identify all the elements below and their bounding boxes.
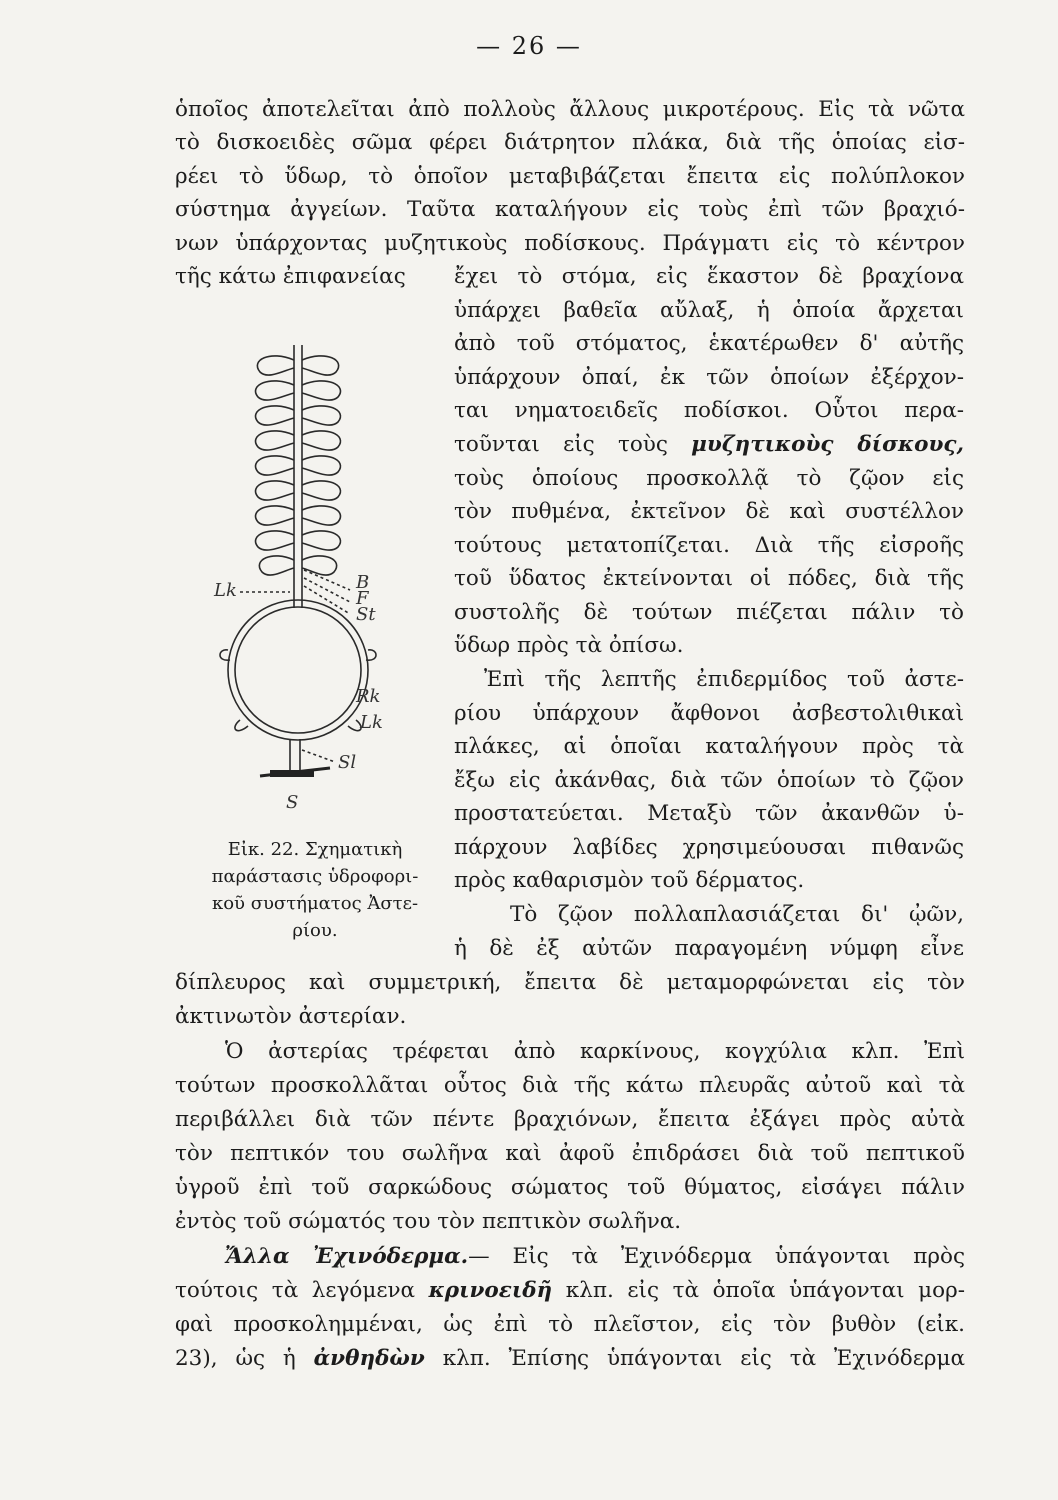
text-line: προστατεύεται. Μεταξὺ τῶν ἀκανθῶν ὑ- [454,801,964,826]
text-line: πλάκες, αἱ ὁποῖαι καταλήγουν πρὸς τὰ [454,734,964,759]
text-line: ὑγροῦ ἐπὶ τοῦ σαρκώδους σώματος τοῦ θύματος, εἰσάγει πάλιν [175,1175,965,1200]
caption-line: Εἰκ. 22. Σχηματικὴ [227,839,403,860]
text-fragment: τούτοις τὰ λεγόμενα [175,1278,416,1303]
caption-line: κοῦ συστήματος Ἀστε- [211,893,419,914]
label-sl: Sl [338,752,357,773]
label-f: F [356,588,369,609]
text-line-right: ἔχει τὸ στόμα, εἰς ἕκαστον δὲ βραχίονα [454,264,964,289]
text-line: τοὺς ὁποίους προσκολλᾷ τὸ ζῷον εἰς [454,466,964,491]
text-line: ἀκτινωτὸν ἀστερίαν. [175,1004,407,1029]
text-fragment: κλπ. εἰς τὰ ὁποῖα ὑπάγονται μορ- [565,1278,966,1303]
figure-caption [190,836,440,944]
label-b: B [356,572,370,593]
label-rk: Rk [356,686,381,707]
text-fragment: τοῦνται εἰς τοὺς [454,432,668,457]
text-line [454,430,964,460]
text-line: Ὁ ἀστερίας τρέφεται ἀπὸ καρκίνους, κογχύλια κλπ. Ἐπὶ [225,1039,965,1064]
text-line: ὑπάρχουν ὀπαί, ἐκ τῶν ὁποίων ἐξέρχον- [454,365,964,390]
text-line: νων ὑπάρχοντας μυζητικοὺς ποδίσκους. Πράγματι εἰς τὸ κέντρον [175,231,965,256]
text-line: τούτους μετατοπίζεται. Διὰ τῆς εἰσροῆς [454,533,964,558]
text-line: φαὶ προσκολημμέναι, ὡς ἐπὶ τὸ πλεῖστον, εἰς τὸν βυθὸν (εἰκ. [175,1312,965,1337]
text-line: περιβάλλει διὰ τῶν πέντε βραχιόνων, ἔπειτα ἐξάγει πρὸς αὐτὰ [175,1107,965,1132]
text-line: τὸν πεπτικόν του σωλῆνα καὶ ἀφοῦ ἐπιδράσει διὰ τοῦ πεπτικοῦ [175,1141,965,1166]
label-s: S [286,792,299,813]
label-lk-upper: Lk [214,580,237,601]
text-line: Τὸ ζῷον πολλαπλασιάζεται δι' ᾠῶν, [510,902,964,927]
text-line: ἡ δὲ ἐξ αὐτῶν παραγομένη νύμφη εἶνε [454,936,964,961]
text-line: ἀπὸ τοῦ στόματος, ἑκατέρωθεν δ' αὐτῆς [454,331,964,356]
section-heading: Ἄλλα Ἐχινόδερμα. [225,1244,469,1269]
label-lk-lower: Lk [360,712,383,733]
text-line: τὸν πυθμένα, ἐκτεῖνον δὲ καὶ συστέλλον [454,499,964,524]
text-line: ρίου ὑπάρχουν ἄφθονοι ἀσβεστολιθικαὶ [454,701,964,726]
radial-canal-arm [220,345,376,770]
text-line: ἔξω εἰς ἀκάνθας, διὰ τῶν ὁποίων τὸ ζῷον [454,768,964,793]
caption-line: παράστασις ὑδροφορι- [211,866,419,887]
text-line: πάρχουν λαβίδες χρησιμεύουσαι πιθανῶς [454,835,964,860]
text-fragment: — Εἰς τὰ Ἐχινόδερμα ὑπάγονται πρὸς [468,1244,965,1269]
text-line: τοῦ ὕδατος ἐκτείνονται οἱ πόδες, διὰ τῆς [454,566,964,591]
text-line: ὑπάρχει βαθεῖα αὔλαξ, ἡ ὁποία ἄρχεται [454,298,964,323]
text-line: ὁποῖος ἀποτελεῖται ἀπὸ πολλοὺς ἄλλους μικροτέρους. Εἰς τὰ νῶτα [175,97,965,122]
text-line [175,1276,965,1306]
page-number: — 26 — [476,32,582,60]
text-line-left: τῆς κάτω ἐπιφανείας [175,264,406,289]
text-fragment: κλπ. Ἐπίσης ὑπάγονται εἰς τὰ Ἐχινόδερμα [442,1346,965,1371]
tube-feet [256,356,341,575]
text-line: ἐντὸς τοῦ σώματός του τὸν πεπτικὸν σωλῆνα. [175,1209,682,1234]
emphasis-term: κρινοειδῆ [428,1278,553,1303]
water-vascular-system-figure [200,330,430,820]
section-heading-line [225,1242,965,1272]
text-line: συστολῆς δὲ τούτων πιέζεται πάλιν τὸ [454,600,964,625]
madreporite [260,768,330,777]
text-line: δίπλευρος καὶ συμμετρική, ἔπειτα δὲ μεταμορφώνεται εἰς τὸν [175,970,965,995]
text-line: τούτων προσκολλᾶται οὗτος διὰ τῆς κάτω πλευρᾶς αὐτοῦ καὶ τὰ [175,1073,965,1098]
text-line: ται νηματοειδεῖς ποδίσκοι. Οὗτοι περα- [454,398,964,423]
ring-canal [228,600,368,740]
text-fragment: 23), ὡς ἡ [175,1346,296,1371]
text-line [175,1344,965,1374]
emphasis-term: μυζητικοὺς δίσκους, [691,432,964,457]
caption-line: ρίου. [292,920,338,941]
text-line: Ἐπὶ τῆς λεπτῆς ἐπιδερμίδος τοῦ ἀστε- [484,667,964,692]
text-line: πρὸς καθαρισμὸν τοῦ δέρματος. [454,868,805,893]
text-line: ὕδωρ πρὸς τὰ ὀπίσω. [454,633,684,658]
text-line: τὸ δισκοειδὲς σῶμα φέρει διάτρητον πλάκα, διὰ τῆς ὁποίας εἰσ- [175,130,965,155]
label-st: St [356,604,376,625]
text-line: ρέει τὸ ὕδωρ, τὸ ὁποῖον μεταβιβάζεται ἔπειτα εἰς πολύπλοκον [175,164,965,189]
text-line: σύστημα ἀγγείων. Ταῦτα καταλήγουν εἰς τοὺς ἐπὶ τῶν βραχιό- [175,197,965,222]
emphasis-term: ἀνθηδὼν [313,1346,425,1371]
